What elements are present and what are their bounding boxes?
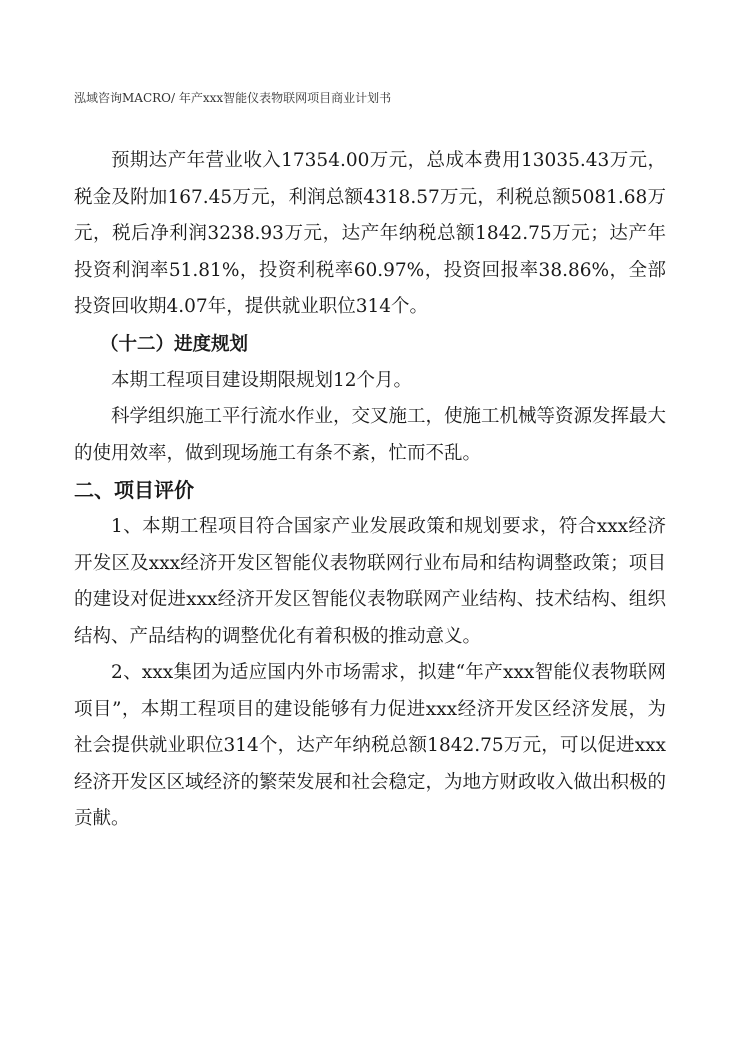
financial-summary-paragraph: 预期达产年营业收入17354.00万元，总成本费用13035.43万元，税金及附加167.45万元，利润总额4318.57万元，利税总额5081.68万元，税后净利润3238.93万元，达产年纳税总额1842.75万元；达产年投资利润率51.81%，投资利税率60.97%，投资回报率38.86%，全部投资回收期4.07年，提供就业职位314个。 <box>74 150 666 317</box>
evaluation-paragraph-1: 1、本期工程项目符合国家产业发展政策和规划要求，符合xxx经济开发区及xxx经济开发区智能仪表物联网行业布局和结构调整政策；项目的建设对促进xxx经济开发区智能仪表物联网产业结构、技术结构、组织结构、产品结构的调整优化有着积极的推动意义。 <box>74 516 666 647</box>
evaluation-paragraph-2: 2、xxx集团为适应国内外市场需求，拟建“年产xxx智能仪表物联网项目”，本期工程项目的建设能够有力促进xxx经济开发区经济发展，为社会提供就业职位314个，达产年纳税总额1842.75万元，可以促进xxx经济开发区区域经济的繁荣发展和社会稳定，为地方财政收入做出积极的贡献。 <box>74 662 667 829</box>
page-header: 泓域咨询MACRO/ 年产xxx智能仪表物联网项目商业计划书 <box>74 91 392 105</box>
schedule-paragraph-2: 科学组织施工平行流水作业，交叉施工，使施工机械等资源发挥最大的使用效率，做到现场施工有条不紊，忙而不乱。 <box>74 406 667 464</box>
evaluation-heading: 二、项目评价 <box>74 478 194 502</box>
schedule-paragraph-1: 本期工程项目建设期限规划12个月。 <box>111 369 413 391</box>
document-body <box>74 143 666 838</box>
schedule-heading: （十二）进度规划 <box>100 333 249 355</box>
